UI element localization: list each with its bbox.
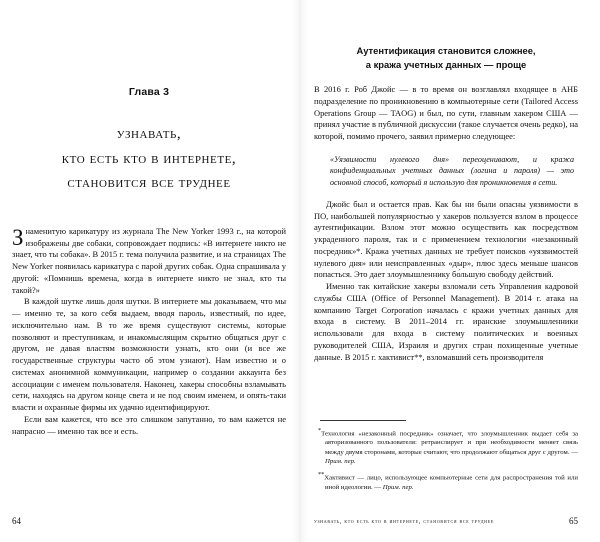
footnote-source: Прим. пер. — [325, 457, 356, 465]
chapter-label: Глава 3 — [128, 86, 170, 98]
paragraph — [12, 226, 286, 297]
section-heading-line-2: а кража учетных данных — проще — [365, 58, 527, 70]
footnote — [314, 470, 578, 492]
footnote-marker: ** — [318, 471, 325, 479]
footnotes-block — [314, 420, 578, 496]
paragraph: В 2016 г. Роб Джойс — в то время он возглавлял входящее в АНБ подразделение по проникновению в компьютерные сети (Tailored Access Operations Group — TAOG) и был, по сути, главным хакером США — принял участие в публичной дискуссии (такое случается очень редко), на которой, помимо прочего, заявил примерно следующее: — [314, 84, 578, 141]
drop-cap: З — [12, 224, 24, 250]
section-heading-line-1: Аутентификация становится сложнее, — [356, 45, 536, 56]
footnote-text: Технология «незаконный посредник» означает, что злоумышленник выдает себя за авторизованного пользователя: ретранслирует и при необходимости меняет связь между двумя сторонами, которые считают, что продолжают общаться друг с другом. — — [321, 429, 578, 456]
running-head: узнавать, кто есть кто в интернете, становится все труднее — [314, 518, 495, 525]
paragraph: Джойс был и остается прав. Как бы ни были опасны уязвимости в ПО, наибольшей популярностью у хакеров пользуется взлом в процессе аутентификации. Взлом этот можно осуществить как посредством украденного пароля, так и с применением технологии «незаконный посредник»*. Кража учетных данных не требует поисков «уязвимостей нулевого дня» или неисправленных «дыр», плюс здесь меньше шансов попасться. Это дает злоумышленнику бо́льшую свободу действий. — [314, 198, 578, 280]
right-page — [300, 0, 600, 542]
paragraph-text: наменитую карикатуру из журнала The New Yorker 1993 г., на которой изображены две собаки, сопровождает подпись: «В интернете никто не знает, что ты собака». В 2015 г. тема получила развитие, и на страницах The New Yorker появилась карикатура с парой других собак. Одна спрашивала у другой: «Помнишь времена, когда в интернете никто не знал, кто ты такой?» — [12, 225, 286, 295]
footnote — [314, 426, 578, 466]
pull-quote: «Уязвимости нулевого дня» переоценивают, и кража конфиденциальных учетных данных (логина и пароля) — это основной способ, который я использую для проникновения в сети. — [330, 154, 574, 187]
section-heading — [314, 0, 578, 71]
paragraph: В каждой шутке лишь доля шутки. В интернете мы доказываем, что мы — именно те, за кого себя выдаем, вводя пароль, известный, по идее, исключительно нам. В то же время существуют системы, которые позволяют и преступникам, и инакомыслящим скрытно общаться друг с другом, не давая властям возможности узнать, кто они (и все же государственные структуры часто об этом узнают). Нам известно и о системах анонимной коммуникации, например о создании аккаунта без ассоциации с именем пользователя. Наконец, хакеры способны взламывать сети, находясь на другом конце света и не под своим именем, и опять-таки власти и охранные фирмы их удачно идентифицируют. — [12, 296, 286, 413]
paragraph: Именно так китайские хакеры взломали сеть Управления кадровой службы США (Office of Personnel Management). В 2014 г. атака на компанию Target Corporation началась с кражи учетных данных для входа в систему. В 2011–2014 гг. иранские злоумышленники использовали для входа в систему политических и военных руководителей США, Израиля и других стран похищенные учетные данные. В 2015 г. хактивист**, взломавший сеть производителя — [314, 281, 578, 362]
chapter-title-line-3: становится все труднее — [67, 174, 231, 192]
page-number: 64 — [12, 516, 21, 526]
chapter-title-line-2: кто есть кто в интернете, — [61, 149, 237, 167]
footnote-marker: * — [318, 426, 322, 434]
page-number: 65 — [569, 516, 578, 526]
footnote-text: Хактивист — лицо, использующее компьютерные сети для распространения той или иной идеологии. — — [324, 474, 578, 491]
chapter-title — [12, 98, 286, 196]
footnote-source: Прим. пер. — [382, 483, 414, 491]
left-page-body — [12, 196, 286, 438]
paragraph: Если вам кажется, что все это слишком запутанно, то вам кажется не напрасно — именно так все и есть. — [12, 413, 286, 436]
footnote-separator-rule — [320, 420, 406, 421]
chapter-title-line-1: узнавать, — [116, 125, 182, 142]
right-page-body — [314, 71, 578, 363]
